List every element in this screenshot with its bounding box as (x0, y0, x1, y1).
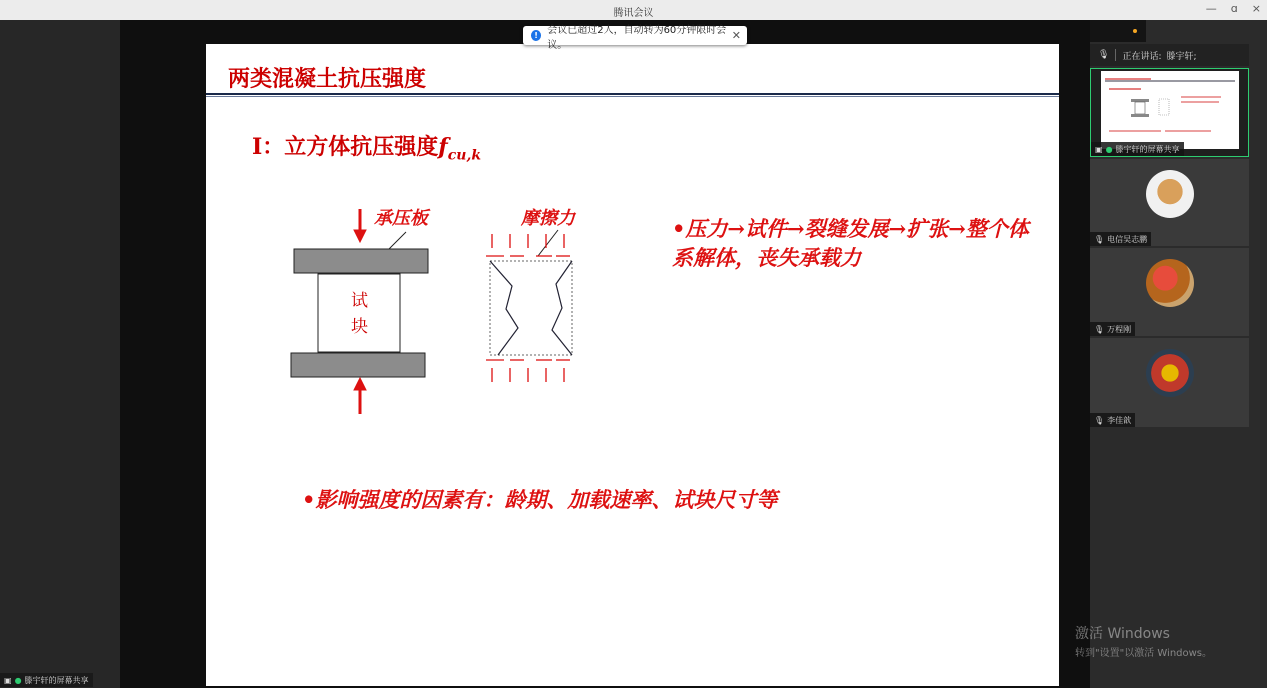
main-share-name: 滕宇轩的屏幕共享 (24, 675, 89, 685)
microphone-muted-icon: 🎙 (1094, 415, 1105, 425)
participant-name: 电信吴志鹏 (1107, 234, 1148, 244)
panel-top-strip (1090, 20, 1146, 42)
microphone-muted-icon: 🎙 (1094, 324, 1105, 334)
speaking-name: 滕宇轩; (1166, 51, 1197, 62)
top-load-arrow (354, 209, 366, 242)
participant-name: 李佳歆 (1107, 415, 1132, 425)
participant-tile[interactable] (1090, 159, 1249, 246)
window-title: 腾讯会议 (613, 8, 654, 19)
title-divider (206, 93, 1059, 95)
participant-label (1090, 232, 1151, 246)
thumbnail-preview (1101, 71, 1239, 149)
watermark-line-2: 转到"设置"以激活 Windows。 (1075, 648, 1213, 659)
speaking-label: 正在讲话: (1122, 51, 1162, 62)
participant-label (1090, 413, 1135, 427)
specimen-label-1: 试 (351, 291, 368, 311)
close-window-button[interactable]: × (1251, 2, 1261, 15)
microphone-icon: 🎙 (1094, 234, 1105, 244)
screen-share-icon: ▣ (1095, 144, 1103, 154)
top-force-arrows (486, 234, 570, 256)
close-icon[interactable]: ✕ (731, 29, 741, 42)
microphone-icon: ● (1105, 144, 1113, 154)
share-tile-name: 滕宇轩的屏幕共享 (1115, 144, 1180, 154)
heading-symbol: f (438, 134, 448, 160)
crack-line-right (552, 261, 572, 355)
friction-label: 摩擦力 (521, 208, 575, 229)
specimen-label-2: 块 (351, 317, 368, 337)
bottom-load-arrow (354, 378, 366, 414)
avatar (1146, 170, 1194, 218)
main-share-label (0, 673, 93, 687)
microphone-icon: ● (14, 675, 22, 685)
meeting-limit-notice (523, 24, 747, 51)
participant-label (1090, 322, 1135, 336)
crack-line-left (490, 261, 518, 355)
heading-subscript: cu,k (447, 147, 482, 164)
avatar (1146, 349, 1194, 397)
slide-title: 两类混凝土抗压强度 (228, 66, 427, 92)
watermark-line-1: 激活 Windows (1075, 626, 1170, 642)
windows-activation-watermark (1075, 623, 1212, 659)
microphone-icon: 🎙 (1098, 50, 1110, 60)
bottom-bearing-plate (291, 353, 425, 377)
separator (1115, 49, 1116, 61)
heading-text: Ⅰ：立方体抗压强度 (252, 134, 439, 160)
participant-name: 万程刚 (1107, 324, 1132, 334)
specimen-block (318, 274, 400, 352)
share-thumbnail (1101, 71, 1239, 149)
participant-tile[interactable] (1090, 248, 1249, 336)
recording-indicator-icon (1133, 29, 1137, 33)
bottom-force-arrows (486, 360, 570, 382)
friction-label-leader (538, 230, 558, 256)
info-icon: ! (531, 30, 541, 41)
screen-share-icon: ▣ (4, 675, 12, 685)
left-gutter (0, 20, 120, 688)
plate-label: 承压板 (374, 208, 428, 229)
speaking-indicator (1090, 44, 1249, 66)
share-tile-label (1091, 142, 1184, 156)
minimize-button[interactable]: — (1205, 2, 1217, 15)
notice-text: 会议已超过2人，自动转为60分钟限时会议。 (547, 24, 727, 51)
top-bearing-plate (294, 249, 428, 273)
bullet-influencing-factors: •影响强度的因素有：龄期、加载速率、试块尺寸等 (302, 487, 778, 512)
restore-button[interactable]: ɑ (1230, 2, 1238, 15)
participant-tile[interactable] (1090, 338, 1249, 427)
window-controls (1206, 2, 1261, 15)
title-bar (0, 0, 1267, 20)
avatar (1146, 259, 1194, 307)
title-divider-thin (206, 96, 1059, 97)
compression-test-diagram (266, 204, 596, 444)
bullet-failure-process: •压力→试件→裂缝发展→扩张→整个体系解体，丧失承载力 (672, 216, 1029, 270)
slide-heading (252, 130, 481, 163)
screen-share-tile[interactable] (1090, 68, 1249, 157)
presentation-slide (206, 44, 1059, 686)
